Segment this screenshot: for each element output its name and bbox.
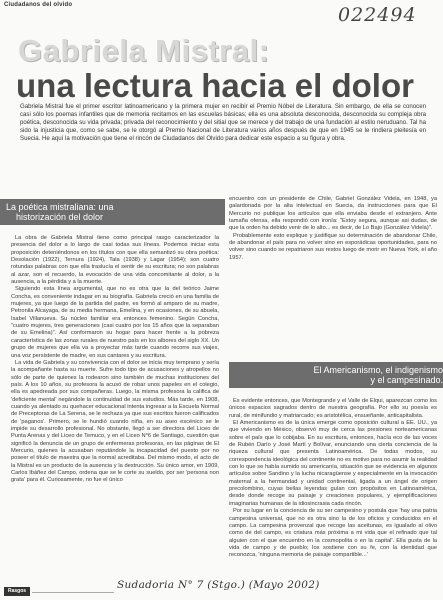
body-paragraph: La vida de Gabriela y su convivencia con el dolor se inicia muy temprano y sería la acompañante hasta su muerte. Sufre todo tipo de acusaciones y atropellos no sólo de parte de quienes la rodearon sino también de muchas instituciones del país. A los 10 años, su profesora la acusó de robar unos papeles en el colegio, ella es apedreada por sus compañeras. Luego, la misma profesora la califica de 'deficiente mental' negándole la continuidad de sus estudios. Más tarde, en 1908, cuando ya alentado su quehacer educacional intenta ingresar a la Escuela Normal de Preceptoras de La Serena, se le rechaza ya que sus escritos fueron calificados de 'paganos'. Primero, se le hundió cuando niña, en su aseo escénico se le impide su desarrollo profesional. No obstante, llegó a ser directora del Liceo de Punta Arenas y del Liceo de Temuco, y en el Liceo N°6 de Santiago, cuestión que significó la denuncia de un grupo de enfermeras profesoras, en las páginas de El Mercurio, quienes la acusaban reputándole la incapacidad del puesto por no poseer el título de maestra que la normal acreditaba. Del mismo modo, el acto de la Mistral es un producto de la ausencia y la destrucción. Su único amor, en 1909, Carlos Ibáñez del Campo, ordena que se le corte su sueldo, por ser 'persona non grata' para él. Curiosamente, no fue el único <box>11 359 219 484</box>
right-column-bottom <box>229 398 437 560</box>
body-paragraph: Siguiendo esta línea argumental, que no es otra que la del teórico Jaime Concha, es conveniente indagar en su biografía. Gabriela creció en una familia de mujeres, ya que luego de la partida del padre, es formó al amparo de su madre, Petronila Alcayaga, de su media hermana, Emelina, y en ocasiones, de su abuela, Isabel Villanueva. Su núcleo familiar era entonces femenino. Según Concha, "cuatro mujeres, tres generaciones (casi cuatro por los 15 años que la separaban de su Emelina)". Así conformaron su hogar para hacer frente a la pobreza característica de las zonas rurales de nuestro país en los albores del siglo XX. Un grupo de mujeres que ella va a proyectar más tarde cuando recorre sus viajes, una voz persistente de madre, en sus cantares y su escritura. <box>11 286 219 359</box>
right-column-top <box>229 196 437 262</box>
section-heading-line: historización del dolor <box>16 212 104 222</box>
left-column <box>11 235 219 485</box>
footer-divider <box>32 592 114 593</box>
article-title-line1: Gabriela Mistral: <box>18 33 270 68</box>
body-paragraph: Probablemente esto explique y justifique su determinación de abandonar Chile, de abandonar el país para no volver sino en esporádicas oportunidades, para no volver sino cuando se repatriaron sus restos luego de morir en Nueva York, el año 1957. <box>229 232 437 261</box>
body-paragraph: La obra de Gabriela Mistral tiene como principal rasgo caracterizador la presencia del dolor a lo largo de casi todas sus líneas. Podemos iniciar esta proposición deteniéndonos en los títulos con que ella semantizó su obra poética: Desolación (1922), Ternura (1924), Tala (1938) y Lagar (1954); son cuatro rotundas palabras con que ella traslucía el sentir de su escritura; no son palabras al azar, son el recuerdo, la evocación de una vida concomitante al dolor, a la ausencia, a la pérdida y a la muerte. <box>11 235 219 286</box>
magazine-logo: Rasgos <box>4 587 30 596</box>
intro-paragraph: Gabriela Mistral fue el primer escritor latinoamericano y la primera mujer en recibir el Premio Nóbel de Literatura. Sin embargo, de ella se conocen casi sólo los poemas infantiles que de memoria recitamos en las escuelas básicas; ella es una absoluta desconocida, desconocida su compleja obra poética, desconocida su vida privada; privada del reconocimiento y del sitial que se merece y del trabajo de una fundación al estilo neruduano. Tal ha sido la injusticia que, como se sabe, se le otorgó al Premio Nacional de Literatura varios años después de que en 1945 se le rindiera pleitesía en Suecia. He aquí la motivación que tiene el rincón de Ciudadanos del Olvido para dedicar este espacio a su figura y obra. <box>20 103 426 142</box>
handwritten-catalog-number: 022494 <box>338 4 417 26</box>
section-heading-line: y el campesinado. <box>370 375 443 385</box>
body-paragraph: Es evidente entonces, que Montegrande y el Valle de Elqui, aparezcan como los únicos espacios sagrados dentro de nuestra geografía. Por ello su poesía es rural, de minifundio y matriarcado; es aristotélica, ensueñante, anticapitalista. <box>229 398 437 419</box>
body-paragraph: encuentro con un presidente de Chile, Gabriel González Videla, en 1948, ya galardonada por la alta intelectual en Suecia, da instrucciones para que El Mercurio no publique los artículos que ella enviaba desde el extranjero. Ante tamaña ofensa, ella respondió con ironía: "Estoy segura, aunque asi dudas, de que la orden ha debido venir de lo alto... es decir, de Lo Bajo (González Videla)". <box>229 196 437 232</box>
section-heading-poetica <box>0 199 225 225</box>
section-heading-line: El Americanismo, el indigenismo <box>313 365 443 375</box>
body-paragraph: El Americanismo es de la única emerge como oposición cultural a EE. UU., ya que viviendo en México, observó muy de cerca las presiones norteamericanas sobre el país que lo cobijaba. En su escritura, entonces, hacía eco de las voces de Rubén Darío y José Martí y Bolívar, enunciando una cierta conciencia de la riqueza cultural que presenta Latinoamérica. De todas modos, su correspondencia ideológica del continente no es motivo para no asumir la realidad con lo que se había sumido su americanía, situación que se evidencia en algunos artículos sobre Sandino y la lucha nicaragüense y especialmente en la invocación maternal a la hermandad y unidad continental, ligada a un ángel de origen precolombino, cuyas bellas leyendas guían con propósitos en Latinoamérica, desde donde recoge su paisaje y creaciones populares, y ejemplificaciones imaginarias humanas de la idiosincrasia cada rincón. <box>229 420 437 507</box>
section-heading-americanismo <box>229 362 443 388</box>
body-paragraph: Por su lugar en la conciencia de su ser campesino y postula que 'hay una patria campesina universal, que no es otra sino la de los oficios y conducidos en el campo. La campesina provenzal que recoge las aceitunas, es igualado al olivo como de del campo, es criatura más próxima a mi vida que el refinado que tal alguien con el que encuentro en la cosmopolita o en la capital'. Ella gusta de la vida de campo y de pueblo; los sostiene con su fe, con la identidad que reconozca, 'ninguna memoria de paisaje compartible...' <box>229 508 437 559</box>
article-title-line2: una lectura hacia el dolor <box>16 67 414 104</box>
section-label: Ciudadanos del olvido <box>4 2 73 8</box>
handwritten-source-note: Sudadoria N° 7 (Stgo.) (Mayo 2002) <box>117 579 320 591</box>
section-heading-line: La poética mistraliana: una <box>6 202 114 212</box>
